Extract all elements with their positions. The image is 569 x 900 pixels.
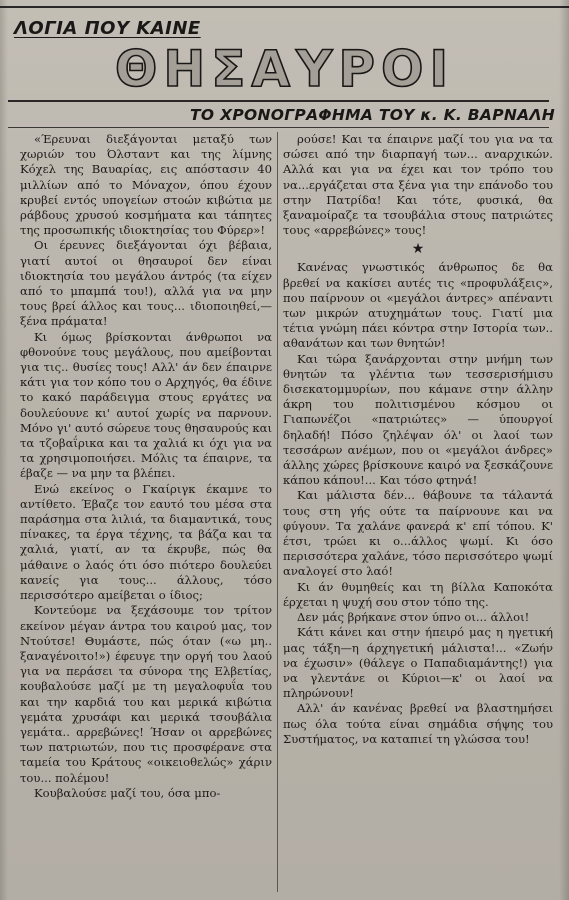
headline-rule <box>8 100 549 102</box>
paragraph: Και τώρα ξανάρχονται στην μνήμη των θνητών τα γλέντια των τεσσερισήμισυ δισεκατομμυρίων, που κάμανε στην άλλην άκρη του πολιτισμένου κόσμου οι Γιαπωνέζοι «πατριώτες» — ύπουργοί δηλαδή! Πόσο ζηλέψαν όλ' οι λαοί των τεσσάρων ανέμων, που οι «μεγάλοι άνδρες» άλλης χώρες βρίσκουνε καιρό να ξεσκάζουνε κάπου κάπου!... Και τόσο φτηνά! <box>283 351 553 488</box>
paragraph: Κι όμως βρίσκονται άνθρωποι να φθονούνε τους μεγάλους, που αμείβονται για τις.. θυσίες τους! Αλλ' άν δεν έπαιρνε κάτι για τον κόπο του ο Αρχηγός, θα έδινε το κακό παράδειγμα στους εργάτες να δουλεύουνε κι' αυτοί χωρίς να παρνουν. Μόνο γι' αυτό σώρευε τους θησαυρούς και τα τζοβαΐρικα και τα χαλιά κι όχι για να τα χρησιμοποιήσει. Μόλις τα έπαιρνε, τα έβαζε — να μην τα βλέπει. <box>20 329 272 481</box>
paragraph: Κάτι κάνει και στην ήπειρό μας η ηγετική μας τάξη—η άρχηγετική μάλιστα!... «Ζωήν να έχωσιν» (θάλεγε ο Παπαδιαμάντης!) για να γλεντάνε οι Κύριοι—κ' οι λαοί να πληρώνουν! <box>283 625 553 701</box>
star-separator: ★ <box>411 241 425 258</box>
paragraph: ρούσε! Και τα έπαιρνε μαζί του για να τα σώσει από την διαρπαγή των... αναρχικών. Αλλά και για να έχει και τον τρόπο του να...εργάζεται στα ξένα για την επάνοδο του στην Πατρίδα! Και τότε, φυσικά, θα ξαναμοίραζε τα τσουβάλια στους πατριώτες τους «αρρεβώνες» τους! <box>283 132 553 238</box>
paragraph: Κοντεύομε να ξεχάσουμε τον τρίτον εκείνον μέγαν άντρα του καιρού μας, τον Ντούτσε! Θυμάστε, πώς όταν («ω μη.. ξαναγένοιτο!») έφευγε την οργή του λαού για να περάσει τα σύνορα της Ελβετίας, κουβαλούσε μαζί με τη μεγαλοφυΐα του και την καρδιά του και μερικά κιβώτια γεμάτα χρυσάφι και μερικά τσουβάλια γεμάτα.. αρρεβώνες! Ήσαν οι αρρεβώνες των πατριωτών, που τις προσφέρανε στα ταμεία του Κράτους «οικειοθελώς» χάριν του... πολέμου! <box>20 603 272 785</box>
page-shadow-right <box>559 0 569 900</box>
paragraph: Κανένας γνωστικός άνθρωπος δε θα βρεθεί να κακίσει αυτές τις «προφυλάξεις», που παίρνουν οι «μεγάλοι άντρες» απέναντι των μικρών ατυχημάτων τους. Γιατί μια τέτια γνώμη πάει κόντρα στην Ιστορία των.. αθανάτων και των θνητών! <box>283 260 553 351</box>
paragraph: Αλλ' άν κανένας βρεθεί να βλαστημήσει πως όλα τούτα είναι σημάδια σήψης του Συστήματος, να καταπιεί τη γλώσσα του! <box>283 701 553 746</box>
column-divider <box>277 132 278 892</box>
paragraph: Κουβαλούσε μαζί του, όσα μπο- <box>34 785 221 800</box>
paragraph: Κι άν θυμηθείς και τη βίλλα Καποκότα έρχεται η ψυχή σου στον τόπο της. <box>283 579 553 609</box>
paragraph: «Έρευναι διεξάγονται μεταξύ των χωριών του Όλσταντ και της λίμνης Κόχελ της Βαυαρίας, εις απόστασιν 40 μιλλίων από το Μόναχον, όπου έχουν κρυβεί εντός υπογείων στοών κιβώτια με ράβδους χρυσού κοσμήματα και τάπητες της προσωπικής ιδιοκτησίας του Φύρερ»! <box>20 132 272 238</box>
article-column-left <box>20 132 272 801</box>
subheadline-rule <box>8 127 549 128</box>
paragraph: Δεν μάς βρήκανε στον ύπνο οι... άλλοι! <box>297 610 530 625</box>
paragraph: Ενώ εκείνος ο Γκαίριγκ έκαμνε το αντίθετο. Έβαζε τον εαυτό του μέσα στα παράσημα στα λιλιά, τα διαμαντικά, τους πίνακες, τα έργα τέχνης, τα βάζα και τα χαλιά, γιατί, αν τα έκρυβε, πώς θα μάθαινε ο λαός ότι όσο πιότερο δουλεύει κανείς για τους... άλλους, τόσο περισσότερο αμείβεται ο ίδιος; <box>20 481 272 603</box>
paragraph: Οι έρευνες διεξάγονται όχι βέβαια, γιατί αυτοί οι θησαυροί δεν είναι ιδιοκτησία του μεγάλου άντρός (τα είχεν από το μπαμπά του!), αλλά για να μην τους βρεί άλλος και τους... ιδιοποιηθεί,—ξένα πράματα! <box>20 238 272 329</box>
paragraph: Και μάλιστα δέν... θάβουνε τα τάλαντά τους στη γής ούτε τα παίρνουνε και να φύγουν. Τα χαλάνε φανερά κ' επί τόπου. Κ' έτσι, τρώει κι ο...άλλος ψωμί. Κι όσο περισσότερα χαλάνε, τόσο περισσότερο ψωμί αναλογεί στο λαό! <box>283 488 553 579</box>
page-shadow-left <box>0 0 8 900</box>
section-kicker: ΛΟΓΙΑ ΠΟΥ ΚΑΙΝΕ <box>14 18 201 39</box>
article-headline: ΘΗΣΑΥΡΟΙ <box>114 40 455 98</box>
article-subheadline: ΤΟ ΧΡΟΝΟΓΡΑΦΗΜΑ ΤΟΥ κ. Κ. ΒΑΡΝΑΛΗ <box>190 106 555 124</box>
article-column-right <box>283 132 553 747</box>
top-rule <box>0 6 569 8</box>
